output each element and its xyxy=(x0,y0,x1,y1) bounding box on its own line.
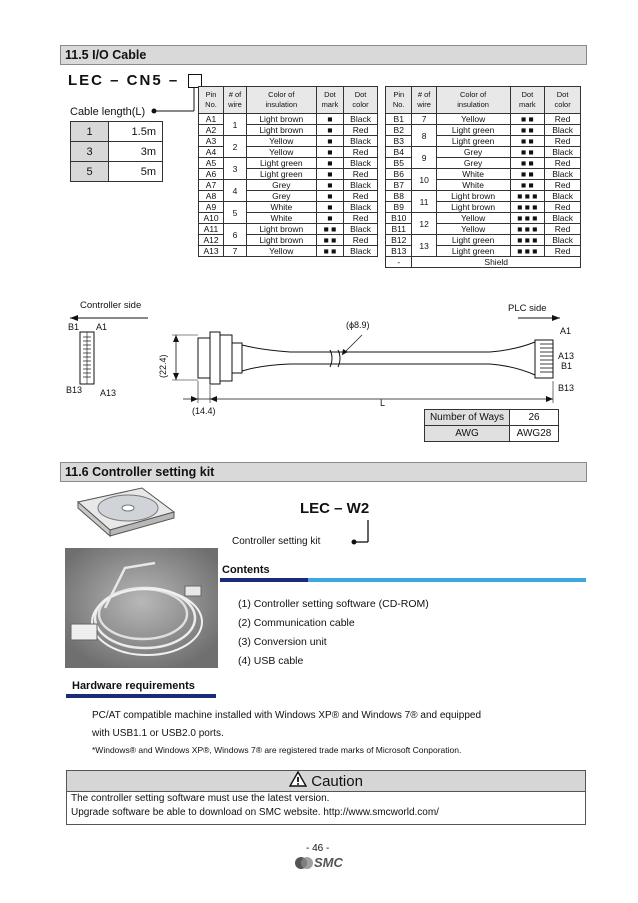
table-row xyxy=(386,114,581,125)
pin-number: A2 xyxy=(199,125,224,136)
table-row xyxy=(199,246,378,257)
table-row xyxy=(386,257,581,268)
hardware-line2: with USB1.1 or USB2.0 ports. xyxy=(92,728,224,739)
caution-box xyxy=(66,770,586,825)
wire-number: 3 xyxy=(224,158,247,180)
length-code: 5 xyxy=(71,162,109,182)
dot-color: Red xyxy=(344,191,378,202)
contents-bar-blue xyxy=(220,578,308,582)
dot-color: Red xyxy=(344,235,378,246)
dot-mark: ■ ■ ■ xyxy=(510,224,545,235)
pin-number: A11 xyxy=(199,224,224,235)
dot-color: Black xyxy=(344,114,378,125)
length-value: 5m xyxy=(109,162,163,182)
dot-mark: ■ ■ ■ xyxy=(510,202,545,213)
insulation-color: Yellow xyxy=(246,246,316,257)
insulation-color: Light green xyxy=(436,136,510,147)
insulation-color: Yellow xyxy=(436,114,510,125)
dot-mark: ■ xyxy=(316,191,343,202)
insulation-color: Grey xyxy=(246,191,316,202)
dot-color: Red xyxy=(545,158,581,169)
dot-color: Red xyxy=(344,213,378,224)
right-a13-label: A13 xyxy=(558,351,575,361)
kit-label: Controller setting kit xyxy=(232,536,321,547)
dot-color: Red xyxy=(545,224,581,235)
column-header: Pin No. xyxy=(199,87,224,114)
length-value: 3m xyxy=(109,142,163,162)
cable-length-table xyxy=(70,121,163,182)
dot-mark: ■ xyxy=(316,125,343,136)
section-header-setting-kit xyxy=(60,462,587,482)
contents-item: (4) USB cable xyxy=(238,655,304,667)
caution-title: Caution xyxy=(311,772,363,790)
dot-color: Black xyxy=(344,246,378,257)
dot-color: Black xyxy=(545,125,581,136)
wire-number: 7 xyxy=(224,246,247,257)
column-header: # of wire xyxy=(412,87,436,114)
cable-drawing xyxy=(0,295,638,415)
insulation-color: White xyxy=(436,180,510,191)
ways-table xyxy=(424,409,559,442)
insulation-color: Yellow xyxy=(436,224,510,235)
warning-icon xyxy=(289,771,307,793)
insulation-color: Light green xyxy=(436,235,510,246)
dot-mark: ■ ■ xyxy=(510,136,545,147)
wire-number: 12 xyxy=(412,213,436,235)
kit-model: LEC – W2 xyxy=(300,500,370,517)
table-row xyxy=(425,426,559,442)
height-label: (22.4) xyxy=(158,354,168,378)
dot-mark: ■ ■ ■ xyxy=(510,213,545,224)
table-header-row xyxy=(386,87,581,114)
table-row xyxy=(386,235,581,246)
table-row xyxy=(71,142,163,162)
hardware-line1: PC/AT compatible machine installed with Windows XP® and Windows 7® and equipped xyxy=(92,710,482,721)
caution-header xyxy=(67,771,585,792)
right-b1-label: B1 xyxy=(561,361,573,371)
cd-rom-image xyxy=(70,482,180,540)
smc-logo-text: SMC xyxy=(314,855,343,870)
pin-number: A13 xyxy=(199,246,224,257)
dot-color: Black xyxy=(545,235,581,246)
insulation-color: White xyxy=(246,202,316,213)
pin-number: B8 xyxy=(386,191,412,202)
pin-number: B12 xyxy=(386,235,412,246)
dot-color: Black xyxy=(344,202,378,213)
dot-mark: ■ ■ ■ xyxy=(510,191,545,202)
table-row xyxy=(386,169,581,180)
left-b1-label: B1 xyxy=(68,322,80,332)
pin-table-a xyxy=(198,86,378,257)
insulation-color: Light brown xyxy=(436,202,510,213)
wire-number: 11 xyxy=(412,191,436,213)
contents-item: (3) Conversion unit xyxy=(238,636,327,648)
pin-number: B3 xyxy=(386,136,412,147)
insulation-color: Yellow xyxy=(436,213,510,224)
page-number: - 46 - xyxy=(306,843,330,854)
ways-value: 26 xyxy=(510,410,559,426)
pin-number: - xyxy=(386,257,412,268)
insulation-color: Light green xyxy=(246,158,316,169)
dot-mark: ■ xyxy=(316,136,343,147)
insulation-color: Light brown xyxy=(246,224,316,235)
left-a1-label: A1 xyxy=(96,322,108,332)
left-b13-label: B13 xyxy=(66,385,83,395)
dot-mark: ■ ■ xyxy=(510,125,545,136)
column-header: Dot color xyxy=(545,87,581,114)
dot-color: Red xyxy=(545,136,581,147)
model-code-leader xyxy=(150,86,205,116)
right-a1-label: A1 xyxy=(560,326,572,336)
pin-number: A4 xyxy=(199,147,224,158)
pin-number: B5 xyxy=(386,158,412,169)
dot-mark: ■ xyxy=(316,213,343,224)
insulation-color: Light brown xyxy=(246,125,316,136)
pin-number: B13 xyxy=(386,246,412,257)
hardware-title: Hardware requirements xyxy=(72,680,195,692)
wire-number: 9 xyxy=(412,147,436,169)
wire-number: 8 xyxy=(412,125,436,147)
insulation-color: Light brown xyxy=(436,191,510,202)
pin-number: B10 xyxy=(386,213,412,224)
pin-number: A12 xyxy=(199,235,224,246)
smc-logo-mark xyxy=(294,856,314,870)
caution-line: The controller setting software must use the latest version. xyxy=(71,793,330,804)
pin-number: A1 xyxy=(199,114,224,125)
column-header: # of wire xyxy=(224,87,247,114)
insulation-color: Yellow xyxy=(246,147,316,158)
pin-number: B2 xyxy=(386,125,412,136)
column-header: Color of insulation xyxy=(246,87,316,114)
plc-side-label: PLC side xyxy=(508,303,547,314)
pin-number: B4 xyxy=(386,147,412,158)
dot-color: Black xyxy=(344,224,378,235)
pin-number: B11 xyxy=(386,224,412,235)
controller-side-label: Controller side xyxy=(80,300,142,311)
insulation-color: Light brown xyxy=(246,235,316,246)
section-title: 11.6 Controller setting kit xyxy=(65,465,215,479)
smc-logo xyxy=(294,855,343,870)
dot-color: Red xyxy=(344,169,378,180)
dot-color: Black xyxy=(545,147,581,158)
dot-mark: ■ xyxy=(316,114,343,125)
dot-mark: ■ ■ xyxy=(316,246,343,257)
insulation-color: Light green xyxy=(436,246,510,257)
hardware-note: *Windows® and Windows XP®, Windows 7® are registered trade marks of Microsoft Conporation. xyxy=(92,745,462,755)
insulation-color: Light green xyxy=(246,169,316,180)
dot-mark: ■ ■ ■ xyxy=(510,235,545,246)
table-row xyxy=(386,213,581,224)
dot-color: Red xyxy=(545,202,581,213)
wire-number: 13 xyxy=(412,235,436,257)
table-row xyxy=(199,136,378,147)
insulation-color: White xyxy=(436,169,510,180)
dot-mark: ■ xyxy=(316,202,343,213)
column-header: Dot color xyxy=(344,87,378,114)
contents-title: Contents xyxy=(222,564,270,576)
cable-length-label: Cable length(L) xyxy=(70,106,146,118)
insulation-color: Light brown xyxy=(246,114,316,125)
pin-number: A10 xyxy=(199,213,224,224)
table-row xyxy=(199,114,378,125)
table-row xyxy=(386,191,581,202)
dot-color: Red xyxy=(545,246,581,257)
table-header-row xyxy=(199,87,378,114)
cable-photo xyxy=(65,548,218,668)
dot-mark: ■ ■ ■ xyxy=(510,246,545,257)
section-header-io-cable xyxy=(60,45,587,65)
column-header: Dot mark xyxy=(510,87,545,114)
dot-mark: ■ ■ xyxy=(316,235,343,246)
pin-number: A7 xyxy=(199,180,224,191)
dot-color: Black xyxy=(344,158,378,169)
pin-number: A5 xyxy=(199,158,224,169)
table-row xyxy=(71,162,163,182)
dot-mark: ■ ■ xyxy=(510,114,545,125)
pin-number: A9 xyxy=(199,202,224,213)
contents-bar-cyan xyxy=(308,578,586,582)
dot-color: Red xyxy=(545,180,581,191)
dot-color: Red xyxy=(344,125,378,136)
column-header: Dot mark xyxy=(316,87,343,114)
contents-item: (1) Controller setting software (CD-ROM) xyxy=(238,598,429,610)
dot-mark: ■ ■ xyxy=(510,147,545,158)
table-row xyxy=(199,202,378,213)
dot-color: Black xyxy=(545,191,581,202)
kit-leader xyxy=(348,518,378,548)
wire-number: 4 xyxy=(224,180,247,202)
awg-value: AWG28 xyxy=(510,426,559,442)
table-row xyxy=(425,410,559,426)
table-row xyxy=(199,158,378,169)
dot-color: Black xyxy=(545,169,581,180)
pin-number: A6 xyxy=(199,169,224,180)
table-row xyxy=(71,122,163,142)
wire-number: 1 xyxy=(224,114,247,136)
dot-mark: ■ xyxy=(316,158,343,169)
wire-number: 5 xyxy=(224,202,247,224)
insulation-color: Grey xyxy=(246,180,316,191)
dot-color: Red xyxy=(344,147,378,158)
pin-number: B1 xyxy=(386,114,412,125)
hardware-bar xyxy=(66,694,216,698)
insulation-color: Grey xyxy=(436,147,510,158)
pin-table-b xyxy=(385,86,581,268)
insulation-color: Light green xyxy=(436,125,510,136)
pin-number: B9 xyxy=(386,202,412,213)
pin-number: A3 xyxy=(199,136,224,147)
right-b13-label: B13 xyxy=(558,383,575,393)
insulation-color: Yellow xyxy=(246,136,316,147)
ways-key: Number of Ways xyxy=(425,410,510,426)
dot-mark: ■ ■ xyxy=(316,224,343,235)
wire-number: 2 xyxy=(224,136,247,158)
dot-mark: ■ ■ xyxy=(510,169,545,180)
column-header: Pin No. xyxy=(386,87,412,114)
dot-mark: ■ xyxy=(316,180,343,191)
table-row xyxy=(386,147,581,158)
dot-mark: ■ xyxy=(316,147,343,158)
length-label: L xyxy=(380,398,386,408)
insulation-color: Grey xyxy=(436,158,510,169)
length-value: 1.5m xyxy=(109,122,163,142)
wire-number: 6 xyxy=(224,224,247,246)
caution-line: Upgrade software be able to download on SMC website. http://www.smcworld.com/ xyxy=(71,807,439,818)
dot-mark: ■ xyxy=(316,169,343,180)
insulation-color: White xyxy=(246,213,316,224)
contents-item: (2) Communication cable xyxy=(238,617,355,629)
width-label: (14.4) xyxy=(192,406,216,416)
wire-number: 7 xyxy=(412,114,436,125)
wire-number: 10 xyxy=(412,169,436,191)
dot-color: Black xyxy=(545,213,581,224)
pin-number: A8 xyxy=(199,191,224,202)
dot-color: Red xyxy=(545,114,581,125)
dot-color: Black xyxy=(344,136,378,147)
dot-mark: ■ ■ xyxy=(510,158,545,169)
shield-label: Shield xyxy=(412,257,581,268)
diameter-label: (ϕ8.9) xyxy=(346,320,370,330)
model-code: LEC – CN5 – xyxy=(68,72,180,89)
length-code: 3 xyxy=(71,142,109,162)
section-title: 11.5 I/O Cable xyxy=(65,48,147,62)
table-row xyxy=(386,125,581,136)
dot-color: Black xyxy=(344,180,378,191)
length-code: 1 xyxy=(71,122,109,142)
awg-key: AWG xyxy=(425,426,510,442)
dot-mark: ■ ■ xyxy=(510,180,545,191)
pin-number: B7 xyxy=(386,180,412,191)
table-row xyxy=(199,224,378,235)
column-header: Color of insulation xyxy=(436,87,510,114)
pin-number: B6 xyxy=(386,169,412,180)
table-row xyxy=(199,180,378,191)
left-a13-label: A13 xyxy=(100,388,117,398)
